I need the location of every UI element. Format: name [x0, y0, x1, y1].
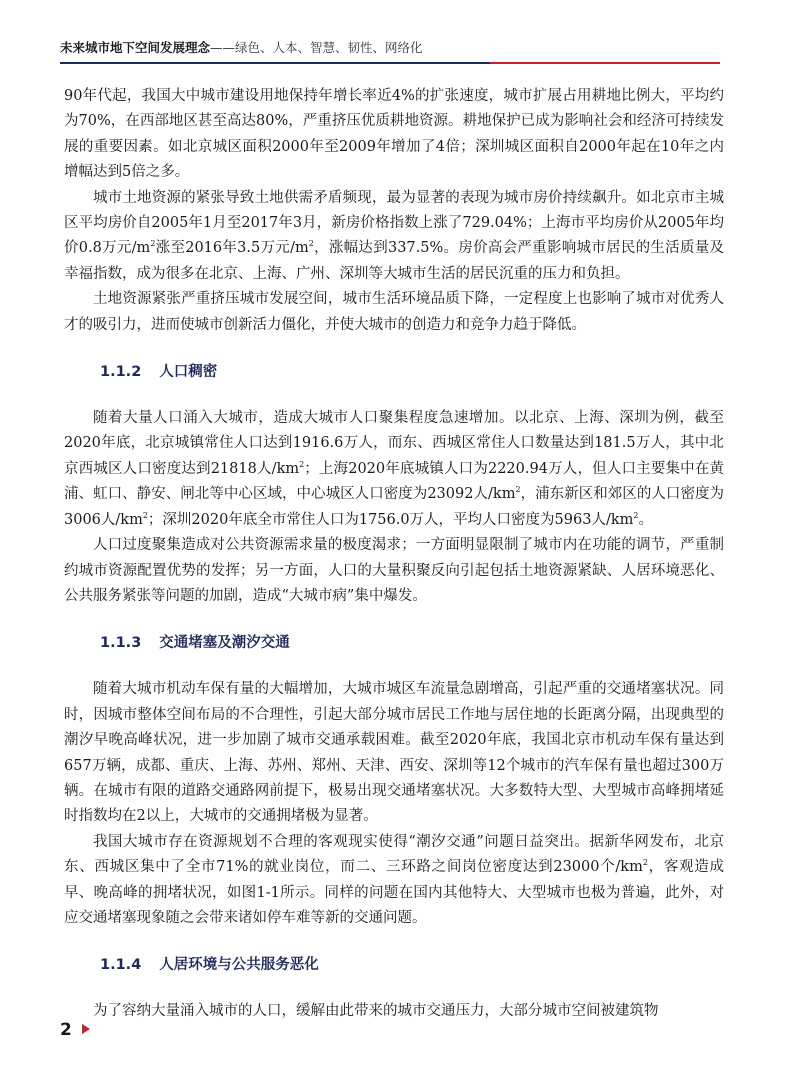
text-run: 城市土地资源的紧张导致土地供需矛盾频现，最为显著的表现为城市房价持续飙升。如北京市主城区平均房价自2005年1月至2017年3月，新房价格指数上涨了729.04%；上海市平均房价从2005年均价0.8万元/m: [64, 189, 724, 257]
page-footer: [60, 1020, 90, 1040]
text-run: 我国大城市存在资源规划不合理的客观现实使得“潮汐交通”问题日益突出。据新华网发布，北京东、西城区集中了全市71%的就业岗位，而二、三环路之间岗位密度达到23000个/km: [64, 833, 724, 876]
paragraph-population-density: [64, 406, 724, 533]
section-number: 1.1.2: [100, 364, 142, 381]
superscript: 2: [633, 510, 639, 520]
header-rule: [60, 62, 720, 64]
section-title: 交通堵塞及潮汐交通: [159, 635, 290, 652]
book-title: 未来城市地下空间发展理念: [60, 40, 211, 55]
text-run: 。: [638, 511, 653, 528]
section-title: 人居环境与公共服务恶化: [159, 957, 319, 974]
paragraph-housing-prices: [64, 186, 724, 288]
text-run: ，浦东新区和郊区的人口密度为3006人/km: [64, 486, 725, 528]
superscript: 2: [299, 460, 305, 470]
section-heading-traffic: [64, 609, 724, 677]
paragraph-public-resources: 人口过度聚集造成对公共资源需求量的极度渴求；一方面明显限制了城市内在功能的调节，严重制约城市资源配置优势的发挥；另一方面，人口的大量积聚反向引起包括土地资源紧缺、人居环境恶化、公共服务紧张等问题的加剧，造成“大城市病”集中爆发。: [64, 537, 724, 604]
text-run: 随着大量人口涌入大城市，造成大城市人口聚集程度急速增加。以北京、上海、深圳为例，截至2020年底，北京城镇常住人口达到1916.6万人，而东、西城区常住人口数量达到181.5万人，其中北京西城区人口密度达到21818人/km: [64, 410, 724, 477]
triangle-marker-icon: [82, 1024, 90, 1034]
superscript: 2: [642, 858, 648, 868]
superscript: 2: [515, 485, 521, 495]
text-run: ；深圳2020年底全市常住人口为1756.0万人，平均人口密度为5963人/km: [147, 511, 634, 528]
section-number: 1.1.4: [100, 957, 142, 974]
text-run: ，客观造成早、晚高峰的拥堵状况，如图1-1所示。同样的问题在国内其他特大、大型城市也极为普遍，此外，对应交通堵塞现象随之会带来诸如停车难等新的交通问题。: [64, 859, 725, 926]
header-rule-red: [490, 62, 720, 64]
paragraph-land-expansion: 90年代起，我国大中城市建设用地保持年增长率近4%的扩张速度，城市扩展占用耕地比例大，平均约为70%，在西部地区甚至高达80%，严重挤压优质耕地资源。耕地保护已成为影响社会和经济可持续发展的重要因素。如北京城区面积2000年至2009年增加了4倍；深圳城区面积自2000年起在10年之内增幅达到5倍之多。: [64, 88, 724, 181]
section-title: 人口稠密: [159, 364, 218, 381]
text-run: 涨至2016年3.5万元/m: [155, 240, 309, 257]
header-rule-dark: [60, 62, 490, 64]
text-run: ；上海2020年底城镇人口为2220.94万人，但人口主要集中在黄浦、虹口、静安、闸北等中心区域，中心城区人口密度为23092人/km: [64, 460, 724, 503]
superscript: 2: [142, 510, 148, 520]
paragraph-building-density: 为了容纳大量涌入城市的人口，缓解由此带来的城市交通压力，大部分城市空间被建筑物: [93, 1003, 659, 1020]
running-header: [60, 38, 720, 56]
book-subtitle: ——绿色、人本、智慧、韧性、网络化: [210, 40, 423, 55]
paragraph-tidal-traffic: [64, 830, 724, 932]
section-heading-living-environment: [64, 931, 724, 999]
superscript: 2: [308, 239, 314, 249]
page-body: [64, 84, 724, 1025]
page-number: 2: [60, 1020, 72, 1040]
section-number: 1.1.3: [100, 635, 142, 652]
section-heading-population: [64, 338, 724, 406]
superscript: 2: [150, 239, 156, 249]
text-run: ，涨幅达到337.5%。房价高会严重影响城市居民的生活质量及幸福指数，成为很多在北京、上海、广州、深圳等大城市生活的居民沉重的压力和负担。: [64, 240, 724, 282]
paragraph-talent-attraction: 土地资源紧张严重挤压城市发展空间，城市生活环境品质下降，一定程度上也影响了城市对优秀人才的吸引力，进而使城市创新活力僵化，并使大城市的创造力和竞争力趋于降低。: [64, 291, 724, 333]
paragraph-traffic-congestion: 随着大城市机动车保有量的大幅增加，大城市城区车流量急剧增高，引起严重的交通堵塞状况。同时，因城市整体空间布局的不合理性，引起大部分城市居民工作地与居住地的长距离分隔，出现典型的潮汐早晚高峰状况，进一步加剧了城市交通承载困难。截至2020年底，我国北京市机动车保有量达到657万辆，成都、重庆、上海、苏州、郑州、天津、西安、深圳等12个城市的汽车保有量也超过300万辆。在城市有限的道路交通路网前提下，极易出现交通堵塞状况。大多数特大型、大型城市高峰拥堵延时指数均在2以上，大城市的交通拥堵极为显著。: [64, 681, 724, 825]
